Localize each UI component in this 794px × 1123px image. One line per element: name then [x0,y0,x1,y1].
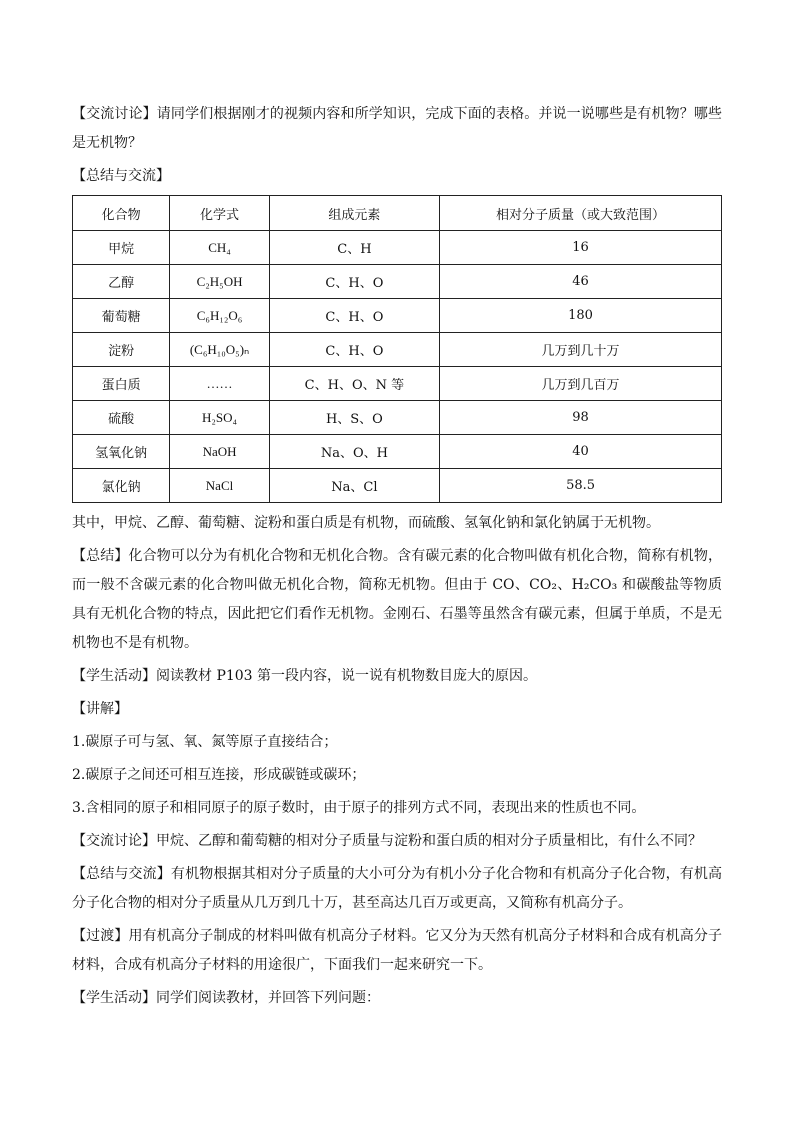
elements-cell: Na、Cl [269,469,439,503]
table-row [73,367,722,401]
elements-cell: C、H、O [269,299,439,333]
table-row [73,231,722,265]
student-activity-paragraph: 【学生活动】阅读教材 P103 第一段内容，说一说有机物数目庞大的原因。 [72,668,538,684]
mass-cell: 98 [440,401,722,435]
elements-cell: Na、O、H [269,435,439,469]
summary-heading: 【总结与交流】 [72,168,170,184]
mass-cell: 58.5 [440,469,722,503]
formula-cell: C₆H₁₂O₆ [170,299,269,333]
table-header-cell: 相对分子质量（或大致范围） [440,196,722,231]
mass-cell: 16 [440,231,722,265]
summary-paragraph: 【总结】化合物可以分为有机化合物和无机化合物。含有碳元素的化合物叫做有机化合物，简称有机物，而一般不含碳元素的化合物叫做无机化合物，简称无机物。但由于 CO、CO₂、H₂CO₃ 和碳酸盐等物质具有无机化合物的特点，因此把它们看作无机物。金刚石、石墨等虽然含有碳元素，但属于单质，不是无机物也不是有机物。 [72,548,722,651]
formula-cell: C₂H₅OH [170,265,269,299]
compound-name-cell: 蛋白质 [73,367,170,401]
table-row [73,299,722,333]
elements-cell: C、H、O [269,333,439,367]
compound-name-cell: 乙醇 [73,265,170,299]
elements-cell: C、H、O [269,265,439,299]
table-row [73,333,722,367]
document-page [72,100,722,1017]
compound-name-cell: 氯化钠 [73,469,170,503]
compound-name-cell: 淀粉 [73,333,170,367]
formula-cell: …… [170,367,269,401]
student-activity-paragraph-2: 【学生活动】同学们阅读教材，并回答下列问题： [72,990,380,1006]
table-header-cell: 化合物 [73,196,170,231]
compound-table [72,195,722,503]
list-item: 3.含相同的原子和相同原子的原子数时，由于原子的排列方式不同，表现出来的性质也不同。 [72,800,646,816]
summary-paragraph-2: 【总结与交流】有机物根据其相对分子质量的大小可分为有机小分子化合物和有机高分子化合物，有机高分子化合物的相对分子质量从几万到几十万，甚至高达几百万或更高，又简称有机高分子。 [72,866,722,911]
formula-cell: CH₄ [170,231,269,265]
compound-name-cell: 葡萄糖 [73,299,170,333]
list-item: 2.碳原子之间还可相互连接，形成碳链或碳环； [72,767,366,783]
formula-cell: H₂SO₄ [170,401,269,435]
transition-paragraph: 【过渡】用有机高分子制成的材料叫做有机高分子材料。它又分为天然有机高分子材料和合成有机高分子材料，合成有机高分子材料的用途很广，下面我们一起来研究一下。 [72,928,722,973]
compound-name-cell: 氢氧化钠 [73,435,170,469]
compound-name-cell: 甲烷 [73,231,170,265]
table-row [73,469,722,503]
formula-cell: NaCl [170,469,269,503]
discussion-paragraph-2: 【交流讨论】甲烷、乙醇和葡萄糖的相对分子质量与淀粉和蛋白质的相对分子质量相比，有什么不同？ [72,833,702,849]
elements-cell: C、H、O、N 等 [269,367,439,401]
table-row [73,265,722,299]
classification-paragraph: 其中，甲烷、乙醇、葡萄糖、淀粉和蛋白质是有机物，而硫酸、氢氧化钠和氯化钠属于无机物。 [72,515,660,531]
table-header-row [73,196,722,231]
formula-cell: (C₆H₁₀O₅)ₙ [170,333,269,367]
mass-cell: 180 [440,299,722,333]
mass-cell: 40 [440,435,722,469]
mass-cell: 几万到几百万 [440,367,722,401]
compound-name-cell: 硫酸 [73,401,170,435]
table-header-cell: 化学式 [170,196,269,231]
discussion-paragraph: 【交流讨论】请同学们根据刚才的视频内容和所学知识，完成下面的表格。并说一说哪些是有机物？哪些是无机物？ [72,106,722,151]
mass-cell: 几万到几十万 [440,333,722,367]
list-item: 1.碳原子可与氢、氧、氮等原子直接结合； [72,734,338,750]
formula-cell: NaOH [170,435,269,469]
explanation-heading: 【讲解】 [72,701,128,717]
table-header-cell: 组成元素 [269,196,439,231]
table-row [73,435,722,469]
elements-cell: C、H [269,231,439,265]
table-row [73,401,722,435]
mass-cell: 46 [440,265,722,299]
elements-cell: H、S、O [269,401,439,435]
